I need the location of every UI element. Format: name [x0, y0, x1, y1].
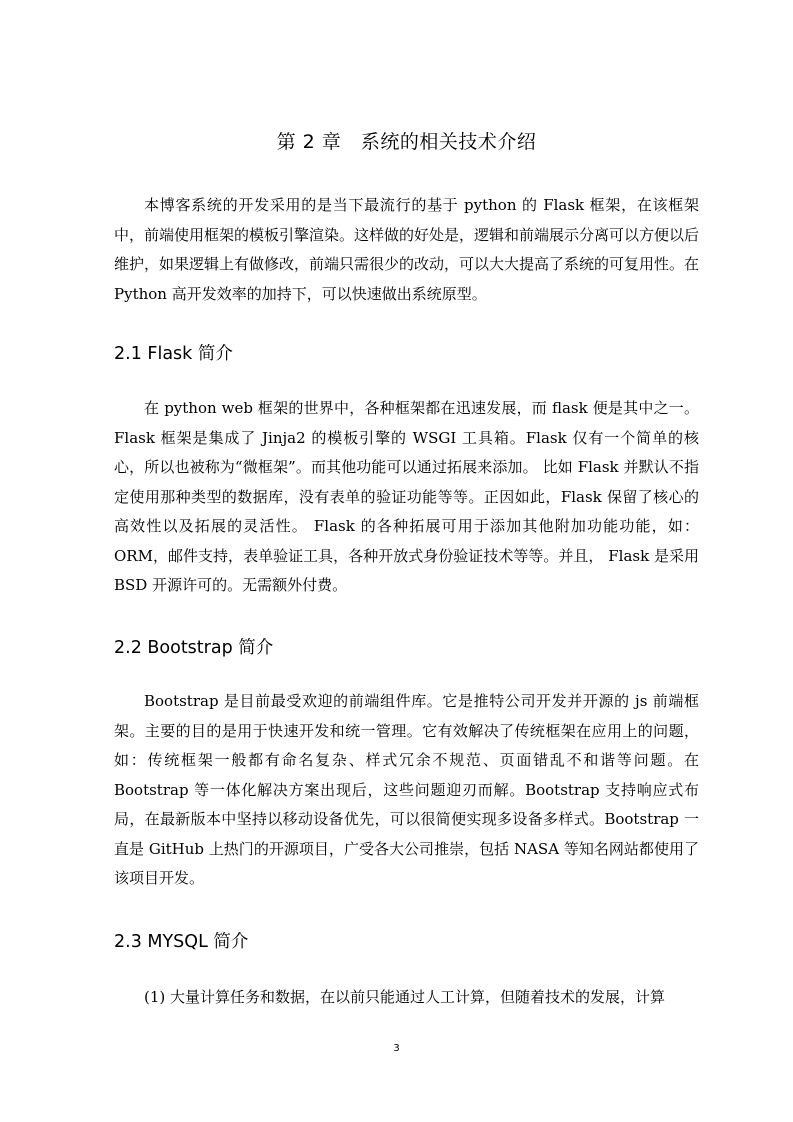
chapter-title: 第 2 章 系统的相关技术介绍	[276, 131, 537, 153]
page-number: 3	[393, 1043, 400, 1054]
intro-paragraph: 本博客系统的开发采用的是当下最流行的基于 python 的 Flask 框架，在该框架中，前端使用框架的模板引擎渲染。这样做的好处是，逻辑和前端展示分离可以方便以后维护，如果逻辑上有做修改，前端只需很少的改动，可以大大提高了系统的可复用性。在 Python 高开发效率的加持下，可以快速做出系统原型。	[114, 196, 700, 303]
section-title-bootstrap: 2.2 Bootstrap 简介	[114, 638, 274, 658]
section-paragraph-bootstrap: Bootstrap 是目前最受欢迎的前端组件库。它是推特公司开发并开源的 js 前端框架。主要的目的是用于快速开发和统一管理。它有效解决了传统框架在应用上的问题，如：传统框架一般都有命名复杂、样式冗余不规范、页面错乱不和谐等问题。在 Bootstrap 等一体化解决方案出现后，这些问题迎刃而解。Bootstrap 支持响应式布局，在最新版本中坚持以移动设备优先，可以很简便实现多设备多样式。Bootstrap 一直是 GitHub 上热门的开源项目，广受各大公司推崇，包括 NASA 等知名网站都使用了该项目开发。	[114, 692, 699, 887]
section-title-mysql: 2.3 MYSQL 简介	[114, 932, 249, 952]
section-paragraph-flask: 在 python web 框架的世界中，各种框架都在迅速发展，而 flask 便是其中之一。Flask 框架是集成了 Jinja2 的模板引擎的 WSGI 工具箱。Flask 仅有一个简单的核心，所以也被称为“微框架”。而其他功能可以通过拓展来添加。 比如 Flask 并默认不指定使用那种类型的数据库，没有表单的验证功能等等。正因如此，Flask 保留了核心的高效性以及拓展的灵活性。 Flask 的各种拓展可用于添加其他附加功能功能，如：ORM，邮件支持，表单验证工具，各种开放式身份验证技术等等。并且， Flask 是采用 BSD 开源许可的。无需额外付费。	[114, 399, 699, 594]
section-title-flask: 2.1 Flask 简介	[114, 344, 233, 364]
section-paragraph-mysql: (1) 大量计算任务和数据，在以前只能通过人工计算，但随着技术的发展，计算	[144, 988, 666, 1006]
